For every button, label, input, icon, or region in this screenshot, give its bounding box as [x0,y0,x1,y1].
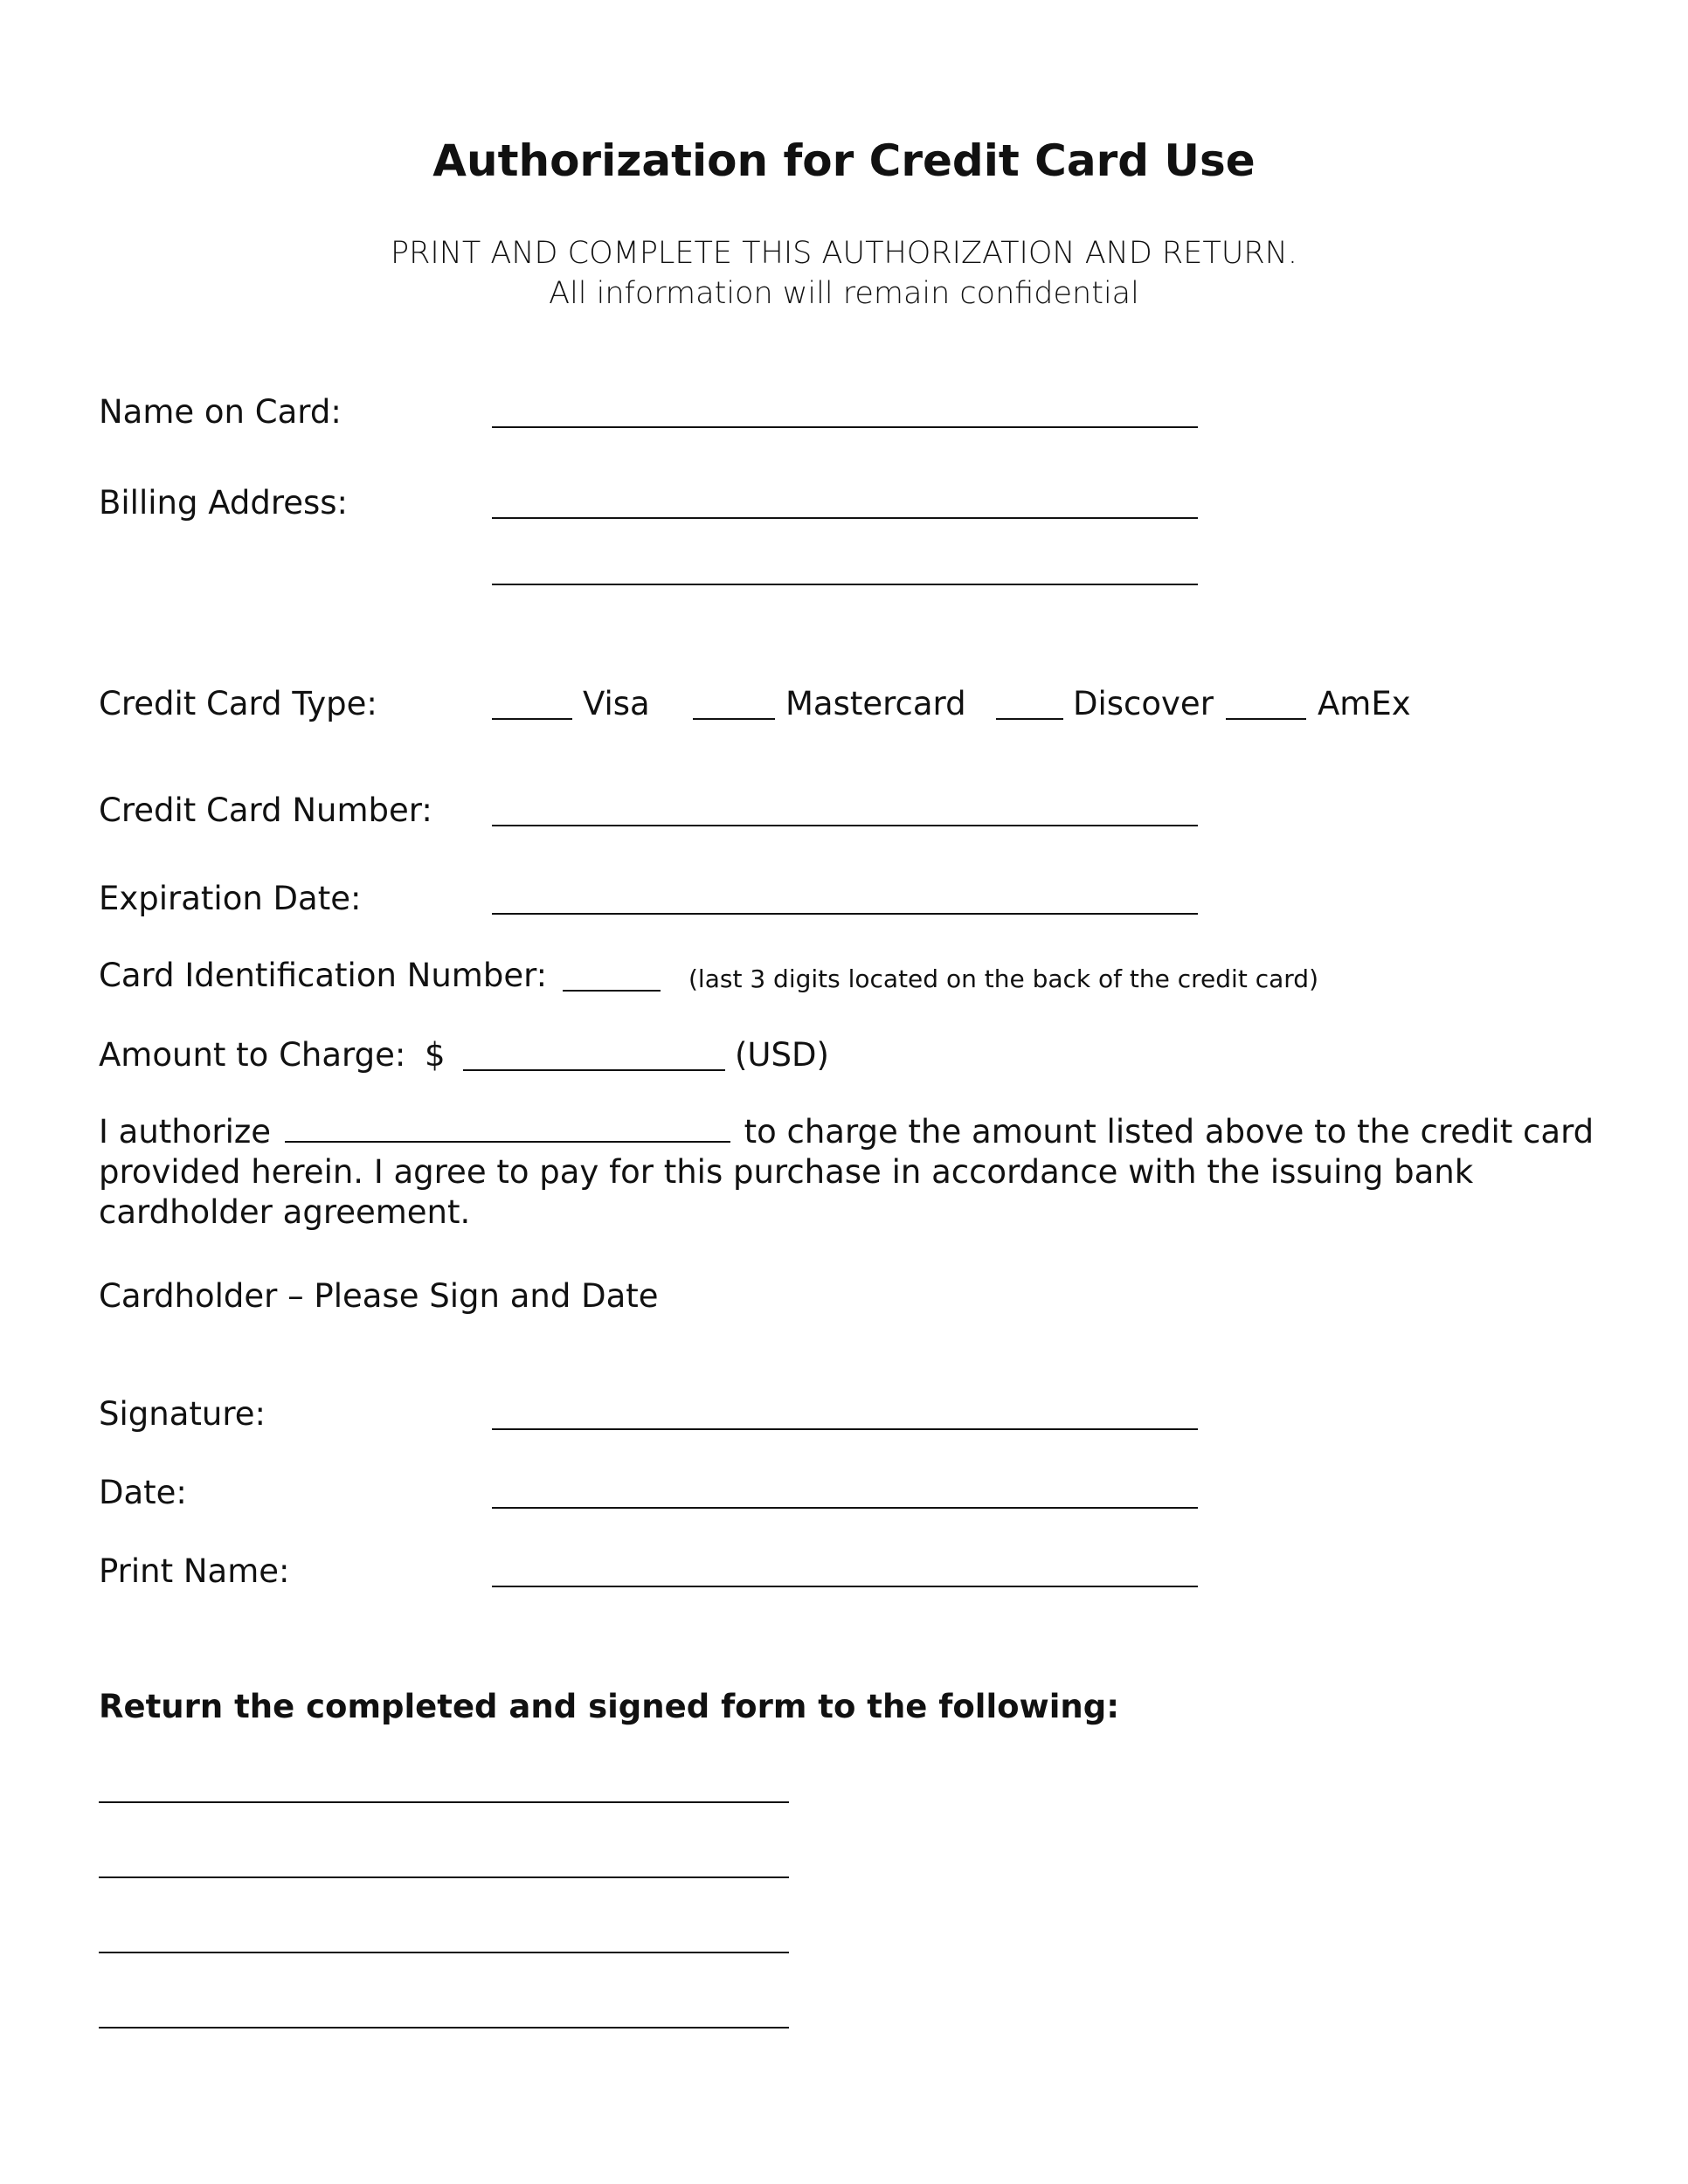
card-type-visa-blank[interactable] [492,718,572,720]
card-type-visa: Visa [583,685,650,722]
form-title: Authorization for Credit Card Use [432,135,1256,186]
form-subtitle-confidential: All information will remain confidential [549,276,1139,311]
card-type-discover: Discover [1073,685,1214,722]
amount-label: Amount to Charge: [99,1036,406,1074]
expiration-date-label: Expiration Date: [99,880,362,917]
authorization-prefix: I authorize [99,1113,272,1151]
name-on-card-label: Name on Card: [99,393,342,431]
return-heading: Return the completed and signed form to the following: [99,1688,1120,1725]
signature-field[interactable] [492,1428,1198,1430]
authorization-rest: provided herein. I agree to pay for this purchase in accordance with the issuing bank cardholder agreement. [99,1153,1474,1231]
card-type-amex-blank[interactable] [1226,718,1306,720]
cin-label: Card Identification Number: [99,957,548,994]
card-type-mastercard-blank[interactable] [693,718,775,720]
return-address-line3[interactable] [99,1952,789,1953]
print-name-label: Print Name: [99,1552,290,1590]
card-type-amex: AmEx [1318,685,1411,722]
card-type-label: Credit Card Type: [99,685,377,722]
amount-currency: (USD) [735,1036,829,1074]
card-number-field[interactable] [492,825,1198,826]
billing-address-field-line2[interactable] [492,584,1198,585]
date-label: Date: [99,1474,187,1511]
return-address-line2[interactable] [99,1876,789,1878]
form-subtitle-instructions: PRINT AND COMPLETE THIS AUTHORIZATION AND RETURN. [391,236,1297,271]
cardholder-heading: Cardholder – Please Sign and Date [99,1277,659,1315]
billing-address-field-line1[interactable] [492,517,1198,519]
expiration-date-field[interactable] [492,913,1198,915]
cin-note: (last 3 digits located on the back of the credit card) [688,964,1318,993]
dollar-symbol: $ [425,1036,446,1074]
card-number-label: Credit Card Number: [99,791,432,829]
print-name-field[interactable] [492,1586,1198,1587]
return-address-line4[interactable] [99,2027,789,2028]
card-type-mastercard: Mastercard [785,685,966,722]
cin-field[interactable] [563,990,661,992]
authorization-suffix: to charge the amount listed above to the credit card [744,1113,1595,1151]
return-address-line1[interactable] [99,1801,789,1803]
amount-field[interactable] [463,1069,725,1071]
signature-label: Signature: [99,1395,266,1433]
merchant-name-field[interactable] [285,1109,730,1143]
billing-address-label: Billing Address: [99,484,349,522]
date-field[interactable] [492,1507,1198,1509]
authorization-statement [99,1109,1602,1233]
name-on-card-field[interactable] [492,426,1198,428]
card-type-discover-blank[interactable] [996,718,1063,720]
